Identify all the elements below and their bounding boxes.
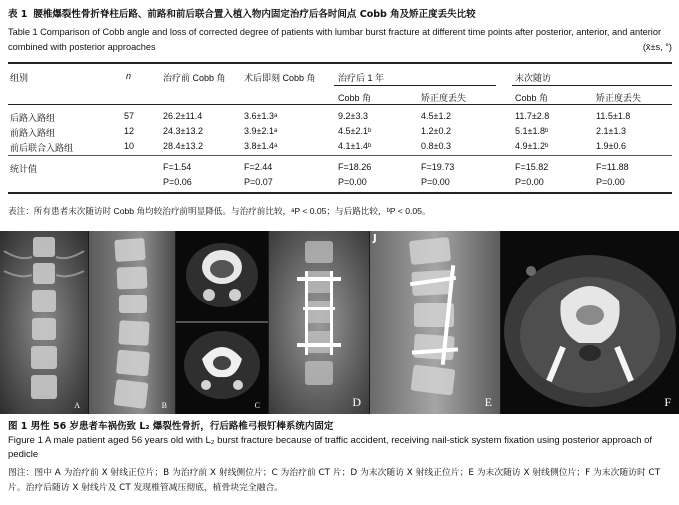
stats-p-y1-cobb: P=0.00	[338, 177, 367, 187]
panel-a-label: A	[74, 401, 80, 410]
row-0-lf-cobb: 11.7±2.8	[515, 111, 550, 121]
header-one-year: 治疗后 1 年	[338, 73, 385, 83]
row-1-group: 前路入路组	[10, 128, 56, 138]
header-n: n	[126, 71, 132, 81]
row-1-pre: 24.3±13.2	[163, 126, 203, 136]
table-note: 表注：所有患者末次随访时 Cobb 角均较治疗前明显降低。与治疗前比较，ᵃP < 0.05；与后路比较，ᵇP < 0.05。	[8, 206, 431, 216]
row-1-y1-cobb: 4.5±2.1ᵇ	[338, 126, 372, 136]
header-y1-loss: 矫正度丢失	[421, 93, 467, 103]
table-title-en	[8, 25, 672, 55]
stats-f-y1-loss: F=19.73	[421, 162, 455, 172]
row-0-lf-loss: 11.5±1.8	[596, 111, 631, 121]
panel-e-label: E	[484, 395, 492, 409]
row-2-group: 前后联合入路组	[10, 143, 74, 153]
one-year-subrule	[334, 85, 496, 86]
row-1-lf-loss: 2.1±1.3	[596, 126, 626, 136]
row-0-pre: 26.2±11.4	[163, 111, 203, 121]
header-post: 术后即刻 Cobb 角	[244, 73, 316, 83]
panel-c-label: C	[254, 401, 260, 410]
table-stats-rule	[8, 155, 672, 156]
row-0-post: 3.6±1.3ᵃ	[244, 111, 278, 121]
row-0-y1-cobb: 9.2±3.3	[338, 111, 368, 121]
figure-title-cn: 图 1 男性 56 岁患者车祸伤致 L₂ 爆裂性骨折，行后路椎弓根钉棒系统内固定	[8, 421, 334, 432]
table-title-cn-text: 腰椎爆裂性骨折脊柱后路、前路和前后联合置入植入物内固定治疗后各时间点 Cobb 角及矫正度丢失比较	[33, 9, 476, 20]
row-1-n: 12	[124, 126, 135, 136]
table-stat-unit: (x̄±s, °)	[642, 42, 672, 52]
header-last-follow: 末次随访	[515, 73, 552, 83]
panel-f-ct-post	[501, 231, 679, 414]
row-1-y1-loss: 1.2±0.2	[421, 126, 451, 136]
header-pre: 治疗前 Cobb 角	[163, 73, 226, 83]
panel-b-xray-lateral	[89, 231, 175, 414]
panel-d-label: D	[352, 395, 361, 409]
table-bottom-rule	[8, 192, 672, 194]
stats-p-y1-loss: P=0.00	[421, 177, 450, 187]
table-title-cn	[8, 6, 476, 20]
row-2-n: 10	[124, 141, 135, 151]
xray-lateral-image	[89, 231, 175, 414]
row-0-y1-loss: 4.5±1.2	[421, 111, 451, 121]
figure-panels	[0, 231, 679, 414]
panel-e-xray-lateral-post	[370, 231, 500, 414]
figure-title-en: Figure 1 A male patient aged 56 years old with L₂ burst fracture because of traffic accident, receiving nail-stick system fixation using posterior approach of pedicle	[8, 435, 653, 460]
row-2-y1-cobb: 4.1±1.4ᵇ	[338, 141, 372, 151]
stats-f-post: F=2.44	[244, 162, 273, 172]
ct-post-image	[501, 231, 679, 414]
last-follow-subrule	[512, 85, 672, 86]
row-2-y1-loss: 0.8±0.3	[421, 141, 451, 151]
stats-label: 统计值	[10, 164, 38, 174]
stats-p-pre: P=0.06	[163, 177, 192, 187]
row-1-lf-cobb: 5.1±1.8ᵇ	[515, 126, 549, 136]
row-2-lf-loss: 1.9±0.6	[596, 141, 626, 151]
row-2-pre: 28.4±13.2	[163, 141, 203, 151]
xray-ap-post-image	[269, 231, 369, 414]
panel-e-marker: J	[373, 233, 377, 244]
table-number: 表 1	[8, 9, 28, 20]
stats-f-pre: F=1.54	[163, 162, 192, 172]
stats-p-lf-cobb: P=0.00	[515, 177, 544, 187]
row-0-n: 57	[124, 111, 135, 121]
stats-f-y1-cobb: F=18.26	[338, 162, 372, 172]
panel-b-label: B	[161, 401, 167, 410]
header-y1-cobb: Cobb 角	[338, 93, 372, 103]
stats-f-lf-loss: F=11.88	[596, 162, 629, 172]
table-title-en-text: Table 1 Comparison of Cobb angle and loss of corrected degree of patients with lumbar burst fracture at different time points after posterior, anterior, and anterior combined with posterior approaches	[8, 27, 662, 52]
row-0-group: 后路入路组	[10, 113, 56, 123]
stats-p-post: P=0.07	[244, 177, 273, 187]
figure-note: 图注：图中 A 为治疗前 X 射线正位片；B 为治疗前 X 射线侧位片；C 为治疗前 CT 片；D 为末次随访 X 射线正位片；E 为末次随访 X 射线侧位片；F 为末次随访时 CT 片。治疗后随访 X 射线片及 CT 发现椎管减压彻底，植骨块完全融合。	[8, 468, 661, 493]
header-group: 组别	[10, 73, 29, 83]
panel-a-xray-ap	[0, 231, 88, 414]
header-lf-loss: 矫正度丢失	[596, 93, 642, 103]
stats-p-lf-loss: P=0.00	[596, 177, 625, 187]
table-top-rule	[8, 62, 672, 64]
row-2-post: 3.8±1.4ᵃ	[244, 141, 278, 151]
row-2-lf-cobb: 4.9±1.2ᵇ	[515, 141, 549, 151]
panel-d-xray-ap-post	[269, 231, 369, 414]
ct-pre-image	[176, 231, 268, 414]
table-header-rule	[8, 104, 672, 105]
header-lf-cobb: Cobb 角	[515, 93, 549, 103]
xray-ap-image	[0, 231, 88, 414]
row-1-post: 3.9±2.1ᵃ	[244, 126, 278, 136]
panel-f-label: F	[664, 395, 671, 409]
xray-lateral-post-image	[370, 231, 500, 414]
panel-c-ct-pre	[176, 231, 268, 414]
stats-f-lf-cobb: F=15.82	[515, 162, 549, 172]
